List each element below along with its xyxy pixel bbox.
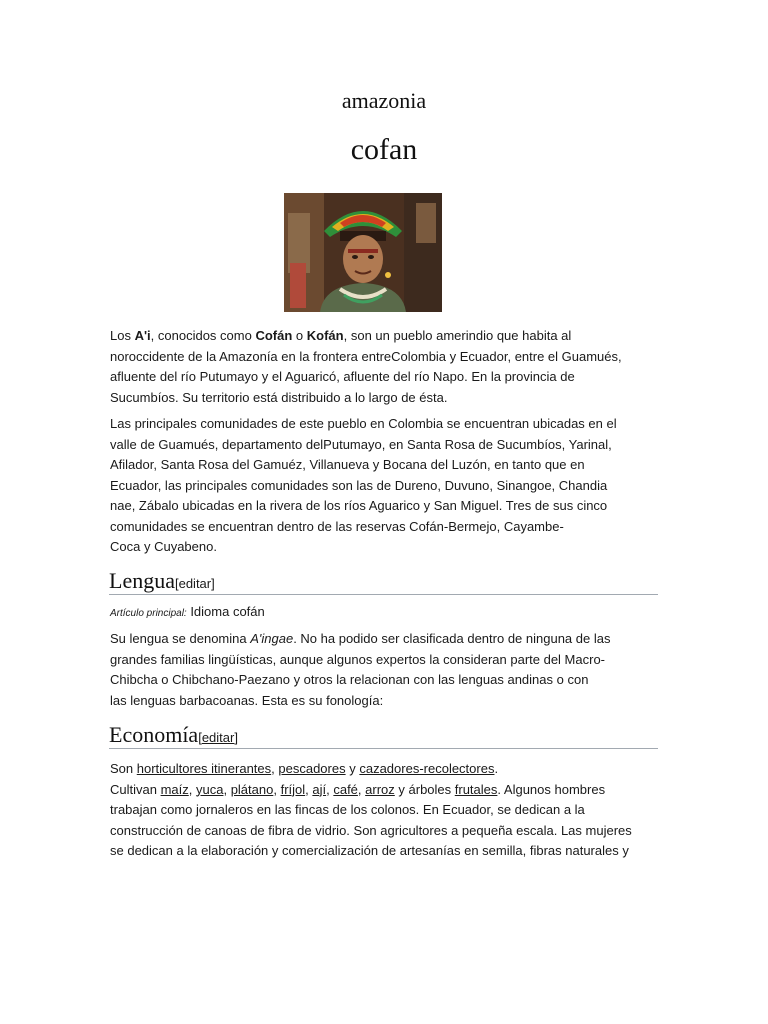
hatnote-link[interactable]: Idioma cofán (186, 604, 265, 619)
document-subtitle: cofan (350, 133, 418, 166)
intro-paragraph-2 (110, 414, 660, 558)
economia-line-1: Son horticultores itinerantes, pescadores y cazadores-recolectores. (110, 761, 499, 776)
lengua-line-2: grandes familias lingüísticas, aunque algunos expertos la consideran parte del Macro- (110, 651, 606, 667)
link-pescadores[interactable]: pescadores (278, 761, 346, 776)
lengua-line-3: Chibcha o Chibchano-Paezano y otros la relacionan con las lenguas andinas o con (110, 672, 589, 687)
lengua-edit-link[interactable]: [editar] (174, 576, 215, 591)
link-frijol[interactable]: fríjol (280, 781, 306, 797)
economia-edit-link[interactable]: [editar] (198, 730, 238, 745)
link-aji[interactable]: ají (312, 781, 327, 797)
link-cazadores[interactable]: cazadores-recolectores (359, 761, 495, 776)
economia-line-3: trabajan como jornaleros en las fincas de los colonos. En Ecuador, se dedican a la (110, 802, 585, 817)
portrait-photo (284, 193, 442, 312)
intro-p2-line-7: Coca y Cuyabeno. (110, 539, 217, 554)
lengua-hatnote (110, 604, 265, 619)
link-maiz[interactable]: maíz (160, 781, 189, 797)
link-cafe[interactable]: café (333, 781, 358, 797)
intro-p2-line-4: Ecuador, las principales comunidades son las de Dureno, Duvuno, Sinangoe, Chandia (110, 477, 608, 493)
portrait-photo-image (284, 193, 442, 312)
intro-p1-line-4: Sucumbíos. Su territorio está distribuido a lo largo de ésta. (110, 389, 448, 405)
section-heading-lengua (109, 568, 658, 595)
lengua-paragraph (110, 629, 660, 711)
intro-p2-line-6: comunidades se encuentran dentro de las reservas Cofán-Bermejo, Cayambe- (110, 518, 564, 534)
lengua-heading-text: Lengua (109, 568, 175, 593)
link-frutales[interactable]: frutales (454, 781, 498, 797)
intro-p2-line-1: Las principales comunidades de este pueblo en Colombia se encuentran ubicadas en el (110, 416, 617, 431)
link-horticultores[interactable]: horticultores itinerantes (136, 761, 272, 776)
economia-paragraph (110, 759, 660, 862)
intro-p2-line-5: nae, Zábalo ubicadas en la rivera de los ríos Aguarico y San Miguel. Tres de sus cinco (110, 498, 608, 513)
hatnote-label: Artículo principal: (110, 608, 187, 619)
economia-heading-text: Economía (109, 722, 199, 747)
economia-line-5: se dedican a la elaboración y comercialización de artesanías en semilla, fibras naturales y (110, 843, 629, 858)
intro-p1-line-3: afluente del río Putumayo y el Aguaricó, afluente del río Napo. En la provincia de (110, 369, 575, 384)
intro-p2-line-3: Afilador, Santa Rosa del Gamuéz, Villanueva y Bocana del Luzón, en tanto que en (110, 457, 585, 472)
economia-line-2: Cultivan maíz, yuca, plátano, fríjol, ají, café, arroz y árboles frutales. Algunos hombres (110, 781, 606, 797)
lengua-line-1: Su lengua se denomina A'ingae. No ha podido ser clasificada dentro de ninguna de las (110, 631, 611, 646)
link-platano[interactable]: plátano (230, 781, 274, 797)
link-arroz[interactable]: arroz (365, 781, 395, 797)
intro-p1-line-1: Los A'i, conocidos como Cofán o Kofán, son un pueblo amerindio que habita al (110, 328, 572, 343)
intro-paragraph-1 (110, 326, 660, 408)
intro-p2-line-2: valle de Guamués, departamento delPutumayo, en Santa Rosa de Sucumbíos, Yarinal, (110, 436, 612, 452)
lengua-line-4: las lenguas barbacoanas. Esta es su fonología: (110, 692, 384, 708)
intro-p1-line-2: noroccidente de la Amazonía en la frontera entreColombia y Ecuador, entre el Guamués, (110, 348, 622, 364)
section-heading-economia (109, 722, 658, 749)
economia-line-4: construcción de canoas de fibra de vidrio. Son agricultores a pequeña escala. Las mujeres (110, 822, 632, 838)
document-title: amazonia (341, 88, 427, 113)
link-yuca[interactable]: yuca (195, 781, 224, 797)
